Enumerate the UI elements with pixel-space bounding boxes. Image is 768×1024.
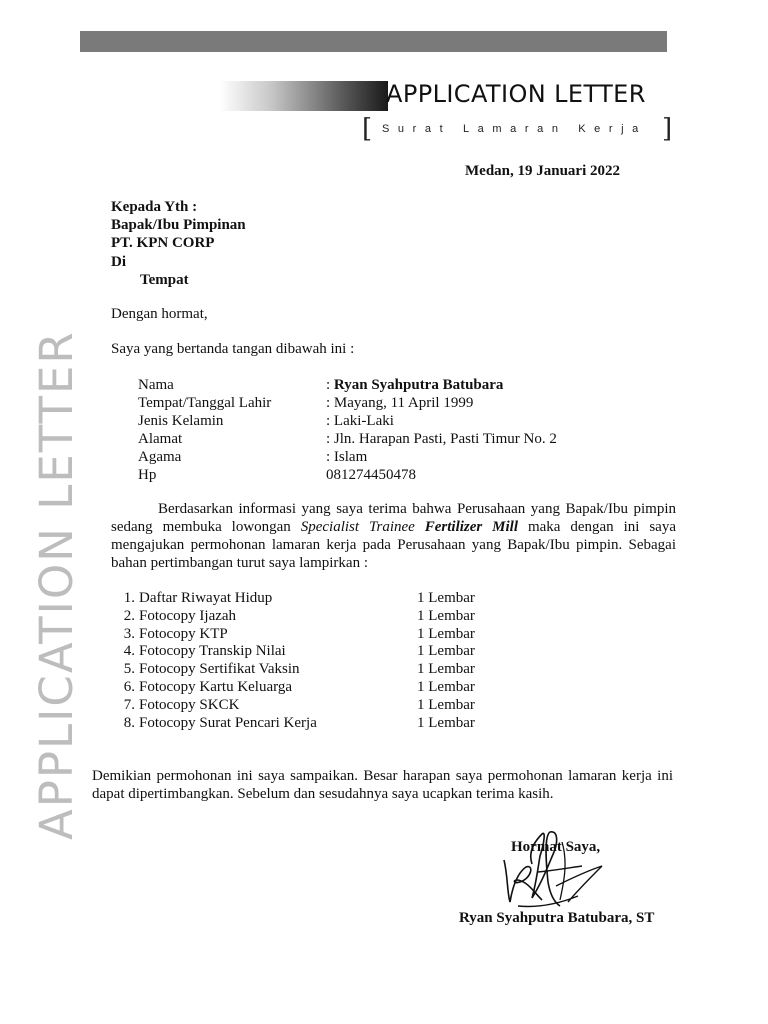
detail-row <box>138 448 618 466</box>
list-item <box>111 679 531 697</box>
list-item <box>111 608 531 626</box>
recipient-line: Kepada Yth : <box>111 199 198 215</box>
item-number: 4. <box>123 643 135 660</box>
sign-off: Hormat Saya, <box>511 839 601 855</box>
body-text: Berdasarkan informasi yang saya terima bahwa Perusahaan yang Bapak/Ibu pimpin sedang membuka lowongan <box>111 501 676 535</box>
bracket-open: [ <box>362 114 373 144</box>
item-name: Fotocopy Kartu Keluarga <box>139 678 293 695</box>
list-item <box>111 643 531 661</box>
item-qty: 1 Lembar <box>417 696 475 713</box>
side-vertical-title: APPLICATION LETTER <box>30 330 83 840</box>
item-number: 8. <box>123 714 135 731</box>
position-title: Specialist Trainee <box>300 519 425 535</box>
item-qty: 1 Lembar <box>417 678 475 695</box>
detail-value: : Islam <box>326 449 368 465</box>
detail-label: Alamat <box>138 431 183 447</box>
list-item <box>111 626 531 644</box>
item-name: Fotocopy Transkip Nilai <box>139 643 286 660</box>
item-number: 1. <box>123 590 135 606</box>
intro-text: Saya yang bertanda tangan dibawah ini : <box>111 341 355 357</box>
header-gradient <box>220 81 388 111</box>
applicant-details <box>138 376 618 484</box>
detail-label: Tempat/Tanggal Lahir <box>138 395 272 411</box>
detail-value: : Laki-Laki <box>326 413 394 429</box>
detail-value: : Jln. Harapan Pasti, Pasti Timur No. 2 <box>326 431 557 447</box>
detail-label: Jenis Kelamin <box>138 413 224 429</box>
letter-title: APPLICATION LETTER <box>386 80 646 108</box>
detail-row <box>138 412 618 430</box>
detail-row <box>138 430 618 448</box>
greeting: Dengan hormat, <box>111 306 208 322</box>
body-text: maka dengan ini saya mengajukan permohonan lamaran kerja pada Perusahaan yang Bapak/Ibu pimpin. Sebagai bahan pertimbangan turut saya lampirkan : <box>111 519 676 571</box>
body-paragraph-text <box>111 500 676 572</box>
detail-label: Nama <box>138 377 174 393</box>
signature-image <box>498 822 618 917</box>
item-qty: 1 Lembar <box>417 643 475 660</box>
item-number: 7. <box>123 696 135 713</box>
applicant-name: Ryan Syahputra Batubara <box>333 377 504 393</box>
list-item <box>111 590 531 608</box>
item-name: Fotocopy Surat Pencari Kerja <box>139 714 317 731</box>
item-number: 3. <box>123 625 135 642</box>
body-paragraph <box>111 500 676 572</box>
item-qty: 1 Lembar <box>417 661 475 678</box>
item-qty: 1 Lembar <box>417 607 475 624</box>
detail-row <box>138 376 618 394</box>
item-name: Fotocopy SKCK <box>139 696 240 713</box>
detail-value <box>326 376 503 394</box>
item-number: 6. <box>123 678 135 695</box>
letter-subtitle <box>362 116 672 146</box>
recipient-line: Bapak/Ibu Pimpinan <box>111 217 246 234</box>
list-item <box>111 697 531 715</box>
item-qty: 1 Lembar <box>417 714 475 731</box>
item-name: Fotocopy Sertifikat Vaksin <box>139 661 300 678</box>
recipient-line: Di <box>111 253 126 270</box>
bracket-close: ] <box>662 114 673 144</box>
recipient-line: Tempat <box>140 271 189 288</box>
item-name: Fotocopy Ijazah <box>139 607 237 624</box>
item-name: Daftar Riwayat Hidup <box>139 590 273 606</box>
detail-label: Hp <box>138 467 157 483</box>
recipient-line: PT. KPN CORP <box>111 235 215 252</box>
detail-row <box>138 466 618 484</box>
closing-paragraph: Demikian permohonan ini saya sampaikan. Besar harapan saya permohonan lamaran kerja ini dapat dipertimbangkan. Sebelum dan sesudahnya saya ucapkan terima kasih. <box>92 768 673 802</box>
item-number: 5. <box>123 661 135 678</box>
item-name: Fotocopy KTP <box>139 625 228 642</box>
signer-name: Ryan Syahputra Batubara, ST <box>459 910 655 926</box>
attachment-list <box>111 590 531 732</box>
letter-date: Medan, 19 Januari 2022 <box>465 163 621 179</box>
recipient-block <box>111 198 246 289</box>
detail-row <box>138 394 618 412</box>
detail-value: 081274450478 <box>326 467 416 483</box>
list-item <box>111 715 531 733</box>
item-number: 2. <box>123 607 135 624</box>
item-qty: 1 Lembar <box>417 590 475 606</box>
header-bar <box>80 31 667 52</box>
detail-colon: : <box>326 377 334 393</box>
detail-value: : Mayang, 11 April 1999 <box>326 395 474 411</box>
list-item <box>111 661 531 679</box>
position-name: Fertilizer Mill <box>424 519 519 535</box>
subtitle-text: Surat Lamaran Kerja <box>382 123 647 135</box>
detail-label: Agama <box>138 449 182 465</box>
item-qty: 1 Lembar <box>417 625 475 642</box>
